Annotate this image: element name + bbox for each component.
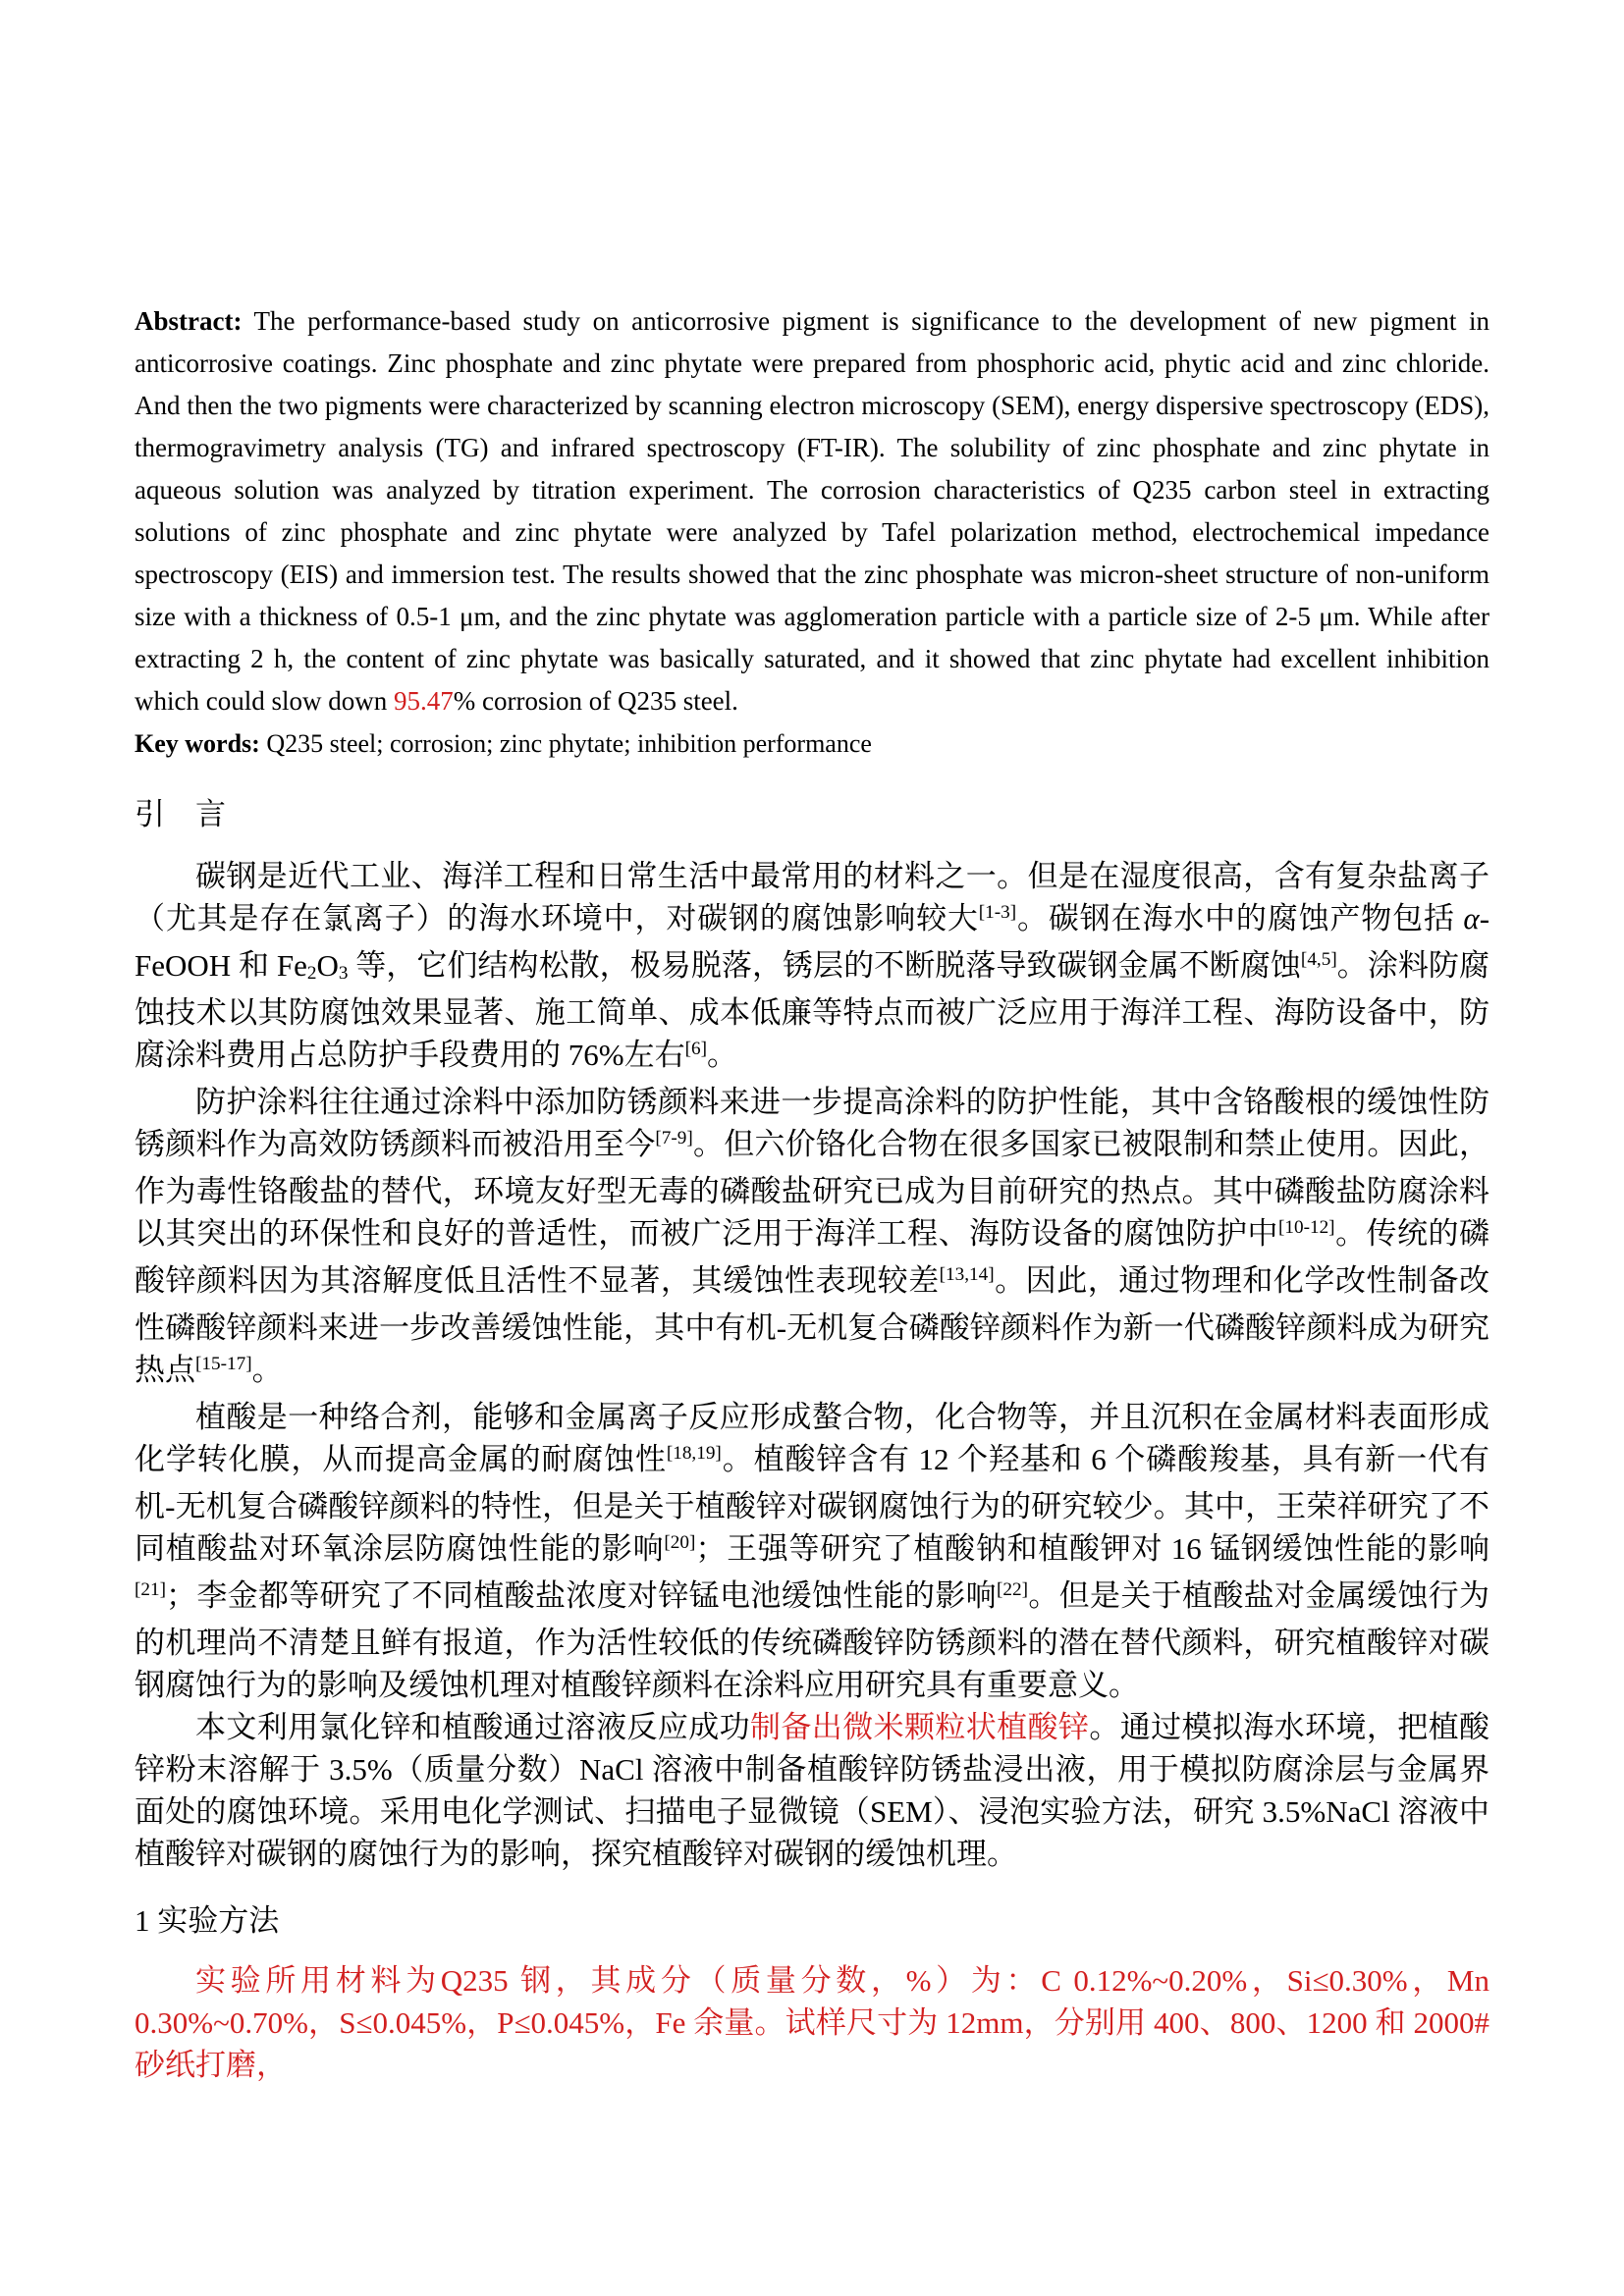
introduction-paragraph: 植酸是一种络合剂，能够和金属离子反应形成螯合物，化合物等，并且沉积在金属材料表面形成化学转化膜，从而提高金属的耐腐蚀性[18,19]。植酸锌含有 12 个羟基和 6 个磷酸羧基，具有新一代有机-无机复合磷酸锌颜料的特性，但是关于植酸锌对碳钢腐蚀行为的研究较少。其中，王荣祥研究了不同植酸盐对环氧涂层防腐蚀性能的影响[20]；王强等研究了植酸钠和植酸钾对 16 锰钢缓蚀性能的影响[21]；李金都等研究了不同植酸盐浓度对锌锰电池缓蚀性能的影响[22]。但是关于植酸盐对金属缓蚀行为的机理尚不清楚且鲜有报道，作为活性较低的传统磷酸锌防锈颜料的潜在替代颜料，研究植酸锌对碳钢腐蚀行为的影响及缓蚀机理对植酸锌颜料在涂料应用研究具有重要意义。	[135, 1400, 1490, 1702]
introduction-paragraph: 防护涂料往往通过涂料中添加防锈颜料来进一步提高涂料的防护性能，其中含铬酸根的缓蚀性防锈颜料作为高效防锈颜料而被沿用至今[7-9]。但六价铬化合物在很多国家已被限制和禁止使用。因此，作为毒性铬酸盐的替代，环境友好型无毒的磷酸盐研究已成为目前研究的热点。其中磷酸盐防腐涂料以其突出的环保性和良好的普适性，而被广泛用于海洋工程、海防设备的腐蚀防护中[10-12]。传统的磷酸锌颜料因为其溶解度低且活性不显著，其缓蚀性表现较差[13,14]。因此，通过物理和化学改性制备改性磷酸锌颜料来进一步改善缓蚀性能，其中有机-无机复合磷酸锌颜料作为新一代磷酸锌颜料成为研究热点[15-17]。	[135, 1085, 1490, 1387]
introduction-paragraph: 本文利用氯化锌和植酸通过溶液反应成功制备出微米颗粒状植酸锌。通过模拟海水环境，把植酸锌粉末溶解于 3.5%（质量分数）NaCl 溶液中制备植酸锌防锈盐浸出液，用于模拟防腐涂层与金属界面处的腐蚀环境。采用电化学测试、扫描电子显微镜（SEM）、浸泡实验方法，研究 3.5%NaCl 溶液中植酸锌对碳钢的腐蚀行为的影响，探究植酸锌对碳钢的缓蚀机理。	[135, 1710, 1490, 1871]
methods-paragraph: 实验所用材料为Q235 钢，其成分（质量分数，%）为：C 0.12%~0.20%，Si≤0.30%，Mn 0.30%~0.70%，S≤0.045%，P≤0.045%，Fe 余量。试样尺寸为 12mm，分别用 400、800、1200 和 2000#砂纸打磨，	[135, 1963, 1489, 2082]
introduction-paragraph: 碳钢是近代工业、海洋工程和日常生活中最常用的材料之一。但是在湿度很高，含有复杂盐离子（尤其是存在氯离子）的海水环境中，对碳钢的腐蚀影响较大[1-3]。碳钢在海水中的腐蚀产物包括 α-FeOOH 和 Fe2O3 等，它们结构松散，极易脱落，锈层的不断脱落导致碳钢金属不断腐蚀[4,5]。涂料防腐蚀技术以其防腐蚀效果显著、施工简单、成本低廉等特点而被广泛应用于海洋工程、海防设备中，防腐涂料费用占总防护手段费用的 76%左右[6]。	[135, 859, 1490, 1072]
abstract-paragraph: Abstract: The performance-based study on anticorrosive pigment is significance to the development of new pigment in anticorrosive coatings. Zinc phosphate and zinc phytate were prepared from phosphoric acid, phytic acid and zinc chloride. And then the two pigments were characterized by scanning electron microscopy (SEM), energy dispersive spectroscopy (EDS), thermogravimetry analysis (TG) and infrared spectroscopy (FT-IR). The solubility of zinc phosphate and zinc phytate in aqueous solution was analyzed by titration experiment. The corrosion characteristics of Q235 carbon steel in extracting solutions of zinc phosphate and zinc phytate were analyzed by Tafel polarization method, electrochemical impedance spectroscopy (EIS) and immersion test. The results showed that the zinc phosphate was micron-sheet structure of non-uniform size with a thickness of 0.5-1 μm, and the zinc phytate was agglomeration particle with a particle size of 2-5 μm. While after extracting 2 h, the content of zinc phytate was basically saturated, and it showed that zinc phytate had excellent inhibition which could slow down 95.47% corrosion of Q235 steel.	[135, 306, 1489, 716]
methods-section-heading: 1 实验方法	[135, 1903, 280, 1938]
introduction-heading: 引 言	[135, 797, 226, 831]
keywords-line: Key words: Q235 steel; corrosion; zinc phytate; inhibition performance	[135, 729, 872, 758]
